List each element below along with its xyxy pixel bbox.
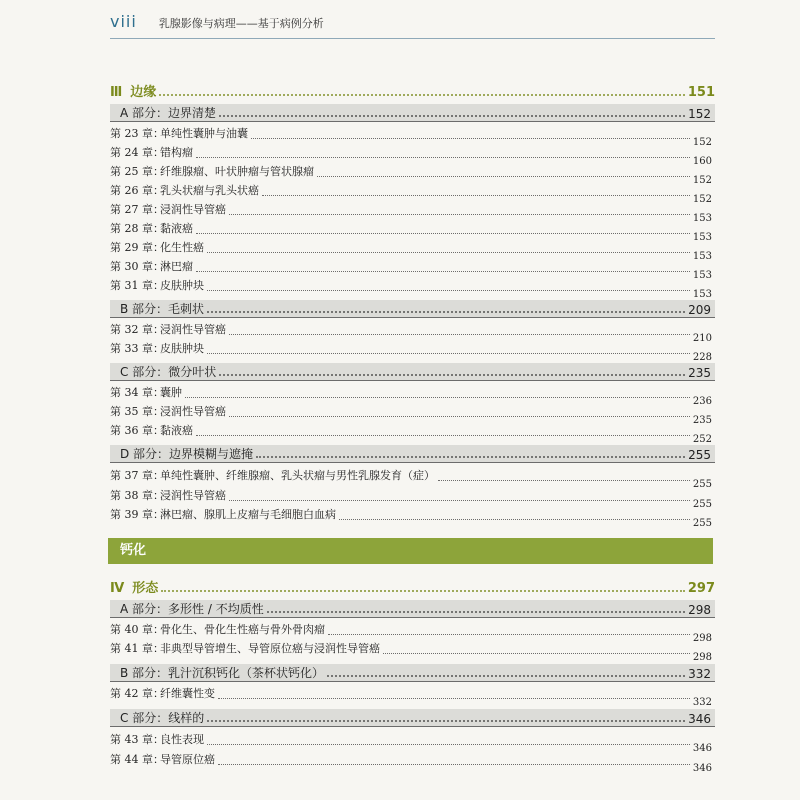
section-page: 151 [687, 85, 715, 100]
chapter-title: 淋巴瘤 [160, 260, 193, 273]
header-rule [110, 38, 715, 39]
chapter-label: 第 24 章： [110, 146, 164, 159]
part-row [110, 600, 715, 618]
part-title: C 部分：微分叶状 [120, 365, 217, 379]
chapter-row [110, 505, 712, 529]
chapter-label: 第 36 章： [110, 424, 164, 437]
chapter-title: 黏液癌 [160, 222, 193, 235]
chapter-row [110, 257, 712, 281]
dot-leader [229, 416, 690, 417]
chapter-title: 错构瘤 [160, 146, 193, 159]
dot-leader [207, 290, 690, 291]
chapter-page: 153 [692, 232, 712, 243]
chapter-title: 化生性癌 [160, 241, 204, 254]
dot-leader [196, 271, 690, 272]
chapter-label: 第 40 章： [110, 623, 164, 636]
chapter-label: 第 33 章： [110, 342, 164, 355]
dot-leader [251, 138, 690, 139]
chapter-band-calcification: 钙化 [108, 538, 713, 564]
dot-leader [218, 764, 690, 765]
part-page: 209 [688, 303, 711, 317]
chapter-page: 160 [692, 156, 712, 167]
chapter-page: 152 [692, 194, 712, 205]
part-row [110, 363, 715, 381]
chapter-page: 153 [692, 289, 712, 300]
chapter-page: 210 [692, 333, 712, 344]
chapter-page: 298 [692, 633, 712, 644]
chapter-label: 第 30 章： [110, 260, 164, 273]
chapter-title: 单纯性囊肿、纤维腺瘤、乳头状瘤与男性乳腺发育（症） [160, 469, 435, 482]
chapter-title: 非典型导管增生、导管原位癌与浸润性导管癌 [160, 642, 380, 655]
chapter-title: 纤维囊性变 [160, 687, 215, 700]
chapter-row [110, 620, 712, 644]
chapter-page: 153 [692, 213, 712, 224]
dot-leader [438, 480, 690, 481]
chapter-label: 第 42 章： [110, 687, 164, 700]
section-title: 边缘 [130, 85, 157, 100]
section-page: 297 [687, 581, 715, 596]
chapter-title: 浸润性导管癌 [160, 405, 226, 418]
chapter-page: 228 [692, 352, 712, 363]
chapter-row [110, 124, 712, 148]
dot-leader [161, 590, 685, 592]
chapter-row [110, 320, 712, 344]
chapter-row [110, 339, 712, 363]
chapter-row [110, 383, 712, 407]
chapter-label: 第 34 章： [110, 386, 164, 399]
chapter-page: 255 [692, 479, 712, 490]
chapter-title: 囊肿 [160, 386, 182, 399]
dot-leader [207, 252, 690, 253]
chapter-label: 第 39 章： [110, 508, 164, 521]
dot-leader [262, 195, 690, 196]
chapter-label: 第 23 章： [110, 127, 164, 140]
chapter-page: 255 [692, 499, 712, 510]
chapter-title: 淋巴瘤、腺肌上皮瘤与毛细胞白血病 [160, 508, 336, 521]
chapter-row [110, 750, 712, 774]
part-page: 332 [688, 667, 711, 681]
part-row [110, 445, 715, 463]
chapter-row [110, 238, 712, 262]
chapter-label: 第 41 章： [110, 642, 164, 655]
chapter-row [110, 143, 712, 167]
dot-leader [328, 634, 690, 635]
chapter-row [110, 486, 712, 510]
chapter-label: 第 31 章： [110, 279, 164, 292]
dot-leader [196, 157, 690, 158]
part-title: B 部分：毛刺状 [120, 302, 205, 316]
dot-leader [327, 675, 685, 677]
part-title: D 部分：边界模糊与遮掩 [120, 447, 254, 461]
chapter-title: 乳头状瘤与乳头状癌 [160, 184, 259, 197]
chapter-row [110, 402, 712, 426]
chapter-row [110, 684, 712, 708]
dot-leader [229, 334, 690, 335]
part-page: 235 [688, 366, 711, 380]
chapter-page: 235 [692, 415, 712, 426]
header-book-title: 乳腺影像与病理——基于病例分析 [158, 17, 324, 30]
chapter-label: 第 26 章： [110, 184, 164, 197]
part-title: A 部分：多形性 / 不均质性 [120, 602, 264, 616]
chapter-label: 第 44 章： [110, 753, 164, 766]
dot-leader [256, 456, 685, 458]
chapter-label: 第 37 章： [110, 469, 164, 482]
chapter-row [110, 730, 712, 754]
part-row [110, 709, 715, 727]
dot-leader [339, 519, 690, 520]
chapter-row [110, 219, 712, 243]
part-row [110, 664, 715, 682]
chapter-title: 皮肤肿块 [160, 342, 204, 355]
chapter-row [110, 466, 712, 490]
dot-leader [267, 611, 685, 613]
dot-leader [229, 214, 690, 215]
dot-leader [185, 397, 690, 398]
chapter-label: 第 25 章： [110, 165, 164, 178]
chapter-title: 浸润性导管癌 [160, 203, 226, 216]
dot-leader [207, 311, 685, 313]
chapter-page: 346 [692, 743, 712, 754]
chapter-row [110, 421, 712, 445]
chapter-page: 152 [692, 175, 712, 186]
chapter-page: 153 [692, 251, 712, 262]
dot-leader [207, 720, 685, 722]
part-page: 255 [688, 448, 711, 462]
chapter-title: 黏液癌 [160, 424, 193, 437]
chapter-row [110, 200, 712, 224]
dot-leader [196, 435, 690, 436]
dot-leader [219, 374, 685, 376]
part-page: 298 [688, 603, 711, 617]
chapter-row [110, 276, 712, 300]
chapter-page: 152 [692, 137, 712, 148]
section-number: Ⅲ [110, 85, 123, 100]
header-page-number: viii [110, 12, 137, 31]
dot-leader [196, 233, 690, 234]
chapter-page: 255 [692, 518, 712, 529]
chapter-page: 332 [692, 697, 712, 708]
section-title: 形态 [132, 581, 159, 596]
chapter-title: 纤维腺瘤、叶状肿瘤与管状腺瘤 [160, 165, 314, 178]
dot-leader [218, 698, 690, 699]
chapter-page: 298 [692, 652, 712, 663]
dot-leader [159, 94, 685, 96]
chapter-label: 第 35 章： [110, 405, 164, 418]
part-page: 346 [688, 712, 711, 726]
chapter-page: 346 [692, 763, 712, 774]
chapter-page: 252 [692, 434, 712, 445]
chapter-title: 浸润性导管癌 [160, 323, 226, 336]
chapter-label: 第 29 章： [110, 241, 164, 254]
chapter-title: 浸润性导管癌 [160, 489, 226, 502]
dot-leader [383, 653, 690, 654]
dot-leader [207, 744, 690, 745]
part-page: 152 [688, 107, 711, 121]
chapter-title: 单纯性囊肿与油囊 [160, 127, 248, 140]
dot-leader [317, 176, 690, 177]
part-row [110, 104, 715, 122]
chapter-label: 第 38 章： [110, 489, 164, 502]
chapter-page: 153 [692, 270, 712, 281]
section-row-3 [110, 78, 715, 100]
section-row-4 [110, 574, 715, 596]
chapter-row [110, 181, 712, 205]
part-title: B 部分：乳汁沉积钙化（茶杯状钙化） [120, 666, 325, 680]
dot-leader [229, 500, 690, 501]
chapter-title: 皮肤肿块 [160, 279, 204, 292]
chapter-row [110, 162, 712, 186]
running-header [110, 12, 324, 31]
part-title: C 部分：线样的 [120, 711, 205, 725]
chapter-title: 导管原位癌 [160, 753, 215, 766]
chapter-title: 良性表现 [160, 733, 204, 746]
chapter-label: 第 32 章： [110, 323, 164, 336]
chapter-label: 第 27 章： [110, 203, 164, 216]
part-title: A 部分：边界清楚 [120, 106, 217, 120]
section-number: Ⅳ [110, 581, 125, 596]
chapter-label: 第 43 章： [110, 733, 164, 746]
dot-leader [207, 353, 690, 354]
dot-leader [219, 115, 685, 117]
chapter-page: 236 [692, 396, 712, 407]
part-row [110, 300, 715, 318]
chapter-title: 骨化生、骨化生性癌与骨外骨肉瘤 [160, 623, 325, 636]
chapter-row [110, 639, 712, 663]
chapter-label: 第 28 章： [110, 222, 164, 235]
